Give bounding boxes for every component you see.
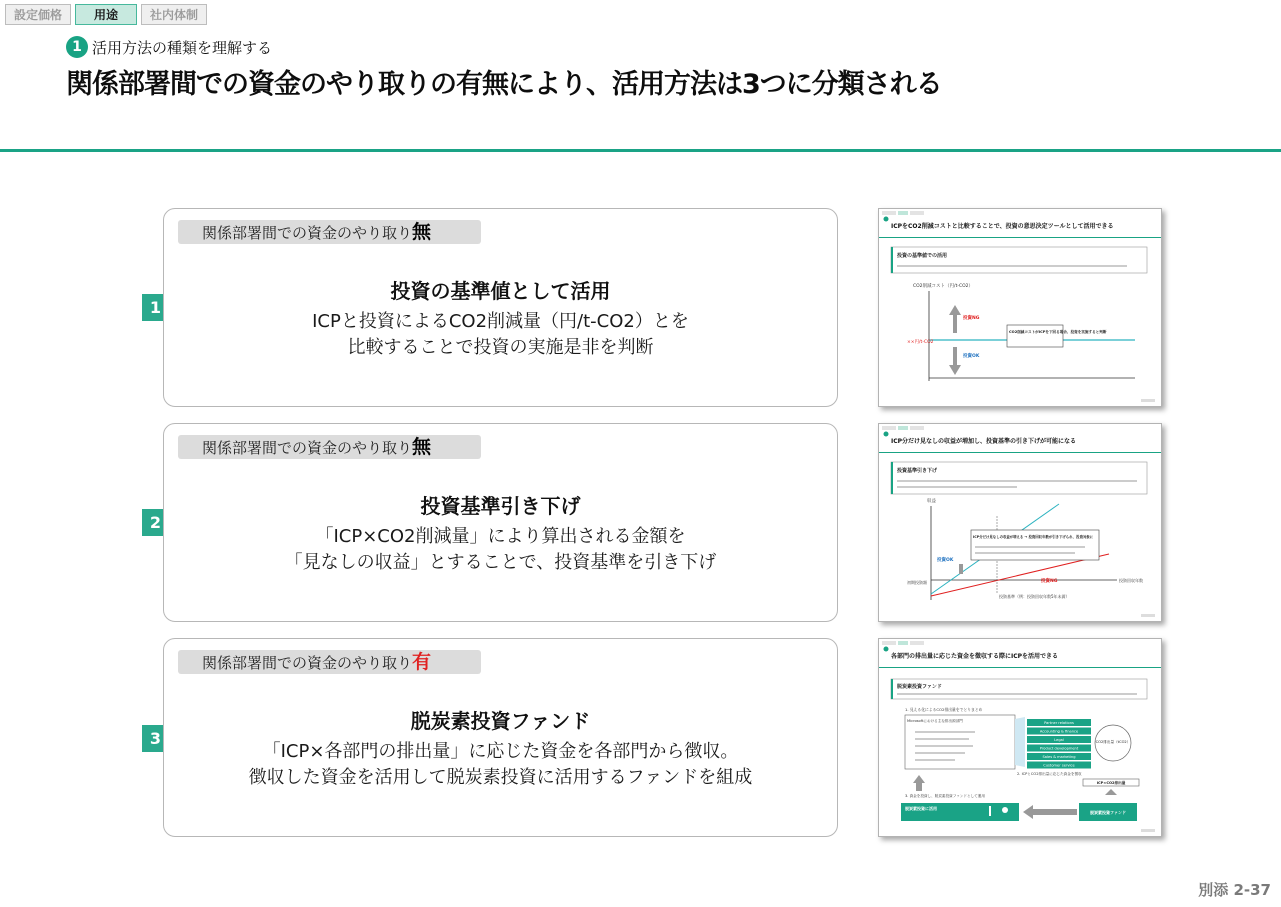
tab-price[interactable]: 設定価格 [5, 4, 71, 25]
thumb-title: 各部門の排出量に応じた資金を徴収する際にICPを活用できる [891, 653, 1059, 660]
thumb-dept: Legal [1054, 738, 1064, 742]
tab-usage[interactable]: 用途 [75, 4, 137, 25]
thumb-bottom-note: 投資基準（例：投資回収年数5年未満） [999, 594, 1070, 599]
subtitle-text: 活用方法の種類を理解する [92, 38, 273, 57]
fund-exchange-pill [178, 220, 481, 244]
thumb-left-box: Microsoftにおける主な排出源部門 [907, 719, 963, 723]
pill-text: 関係部署間での資金のやり取り [202, 224, 413, 242]
step-number-badge: 1 [66, 36, 88, 58]
pill-mark: 無 [412, 221, 432, 243]
row-number-2: 2 [142, 509, 169, 536]
pill-mark: 無 [412, 436, 432, 458]
thumb-label-ok: 投資OK [937, 558, 954, 563]
card-description [164, 739, 837, 791]
subtitle [66, 36, 272, 58]
thumb-step-1: 1. 見える化によるCO2排出量をでとりまとめ [905, 707, 983, 712]
pill-text: 関係部署間での資金のやり取り [202, 654, 413, 672]
page-number: 別添 2-37 [1198, 881, 1271, 899]
usage-card-2 [163, 423, 838, 622]
card-title: 投資の基準値として活用 [390, 279, 611, 303]
card-description [164, 524, 837, 576]
thumb-axis-y: 収益 [927, 499, 936, 504]
page-title: 関係部署間での資金のやり取りの有無により、活用方法は3つに分類される [66, 69, 942, 100]
thumb-dept: Partner relations [1044, 721, 1074, 725]
row-number-1: 1 [142, 294, 169, 321]
thumb-box-label: 投資の基準値での活用 [897, 253, 948, 259]
thumb-center-circle: CO2排出量（tCO2） [1095, 740, 1131, 744]
tab-bar [5, 4, 207, 25]
thumb-axis-left: 初期投資額 [907, 580, 927, 585]
usage-card-3 [163, 638, 838, 837]
thumb-dept: Product development [1039, 746, 1079, 751]
tab-internal-system[interactable]: 社内体制 [141, 4, 207, 25]
thumb-dept: Customer service [1043, 763, 1075, 768]
pill-text: 関係部署間での資金のやり取り [202, 439, 413, 457]
thumb-callout: CO2削減コストがICPを下回る場合、投資を実施すると判断 [1009, 330, 1107, 334]
slide-thumbnail-1[interactable] [878, 208, 1162, 407]
header-divider [0, 149, 1281, 152]
thumb-label-ok: 投資OK [963, 354, 980, 359]
slide-thumbnail-3[interactable] [878, 638, 1162, 837]
thumb-axis-x: 投資回収年数 [1119, 578, 1143, 583]
thumb-box-label: 投資基準引き下げ [897, 468, 938, 474]
thumb-fund-box: 脱炭素投資ファンド [1090, 810, 1126, 815]
thumb-label-ng: 投資NG [1041, 579, 1058, 584]
card-desc-line: 「ICP×CO2削減量」により算出される金額を [315, 526, 686, 547]
card-desc-line: 「ICP×各部門の排出量」に応じた資金を各部門から徴収。 [262, 741, 739, 762]
thumb-axis-y: CO2削減コスト（円/t-CO2） [913, 284, 973, 289]
card-desc-line: 徴収した資金を活用して脱炭素投資に活用するファンドを組成 [248, 767, 753, 788]
thumb-bottom-box: 脱炭素投資に活用 [905, 806, 937, 811]
card-title: 投資基準引き下げ [420, 494, 581, 518]
thumb-step-2: 2. ICPとCO2排出量に応じた資金を徴収 [1017, 772, 1082, 776]
card-desc-line: ICPと投資によるCO2削減量（円/t-CO2）とを [312, 311, 689, 332]
card-desc-line: 「見なしの収益」とすることで、投資基準を引き下げ [284, 552, 717, 573]
pill-mark: 有 [412, 651, 432, 673]
slide-thumbnail-2[interactable] [878, 423, 1162, 622]
row-number-3: 3 [142, 725, 169, 752]
thumb-title: ICP分だけ見なしの収益が増加し、投資基準の引き下げが可能になる [891, 438, 1077, 445]
thumb-label-ng: 投資NG [963, 316, 980, 321]
thumb-dept: Sales & marketing [1042, 755, 1076, 759]
fund-exchange-pill [178, 435, 481, 459]
thumb-icp-label: ICP×CO2排出量 [1096, 781, 1126, 785]
card-description [164, 309, 837, 361]
card-title: 脱炭素投資ファンド [410, 709, 591, 733]
fund-exchange-pill [178, 650, 481, 674]
card-desc-line: 比較することで投資の実施是非を判断 [347, 337, 654, 358]
thumb-step-3: 3. 資金を投資し、脱炭素投資ファンドとして運用 [905, 794, 985, 798]
thumb-callout: ICP分だけ見なしの収益が増える → 投資回収年数が引き下げられ、投資対象に [973, 535, 1094, 539]
thumb-line-label: ××円/t-CO2 [907, 340, 934, 345]
usage-card-1 [163, 208, 838, 407]
thumb-box-label: 脱炭素投資ファンド [897, 684, 942, 690]
thumb-title: ICPをCO2削減コストと比較することで、投資の意思決定ツールとして活用できる [891, 223, 1114, 230]
thumb-dept: Accounting & finance [1039, 729, 1079, 734]
